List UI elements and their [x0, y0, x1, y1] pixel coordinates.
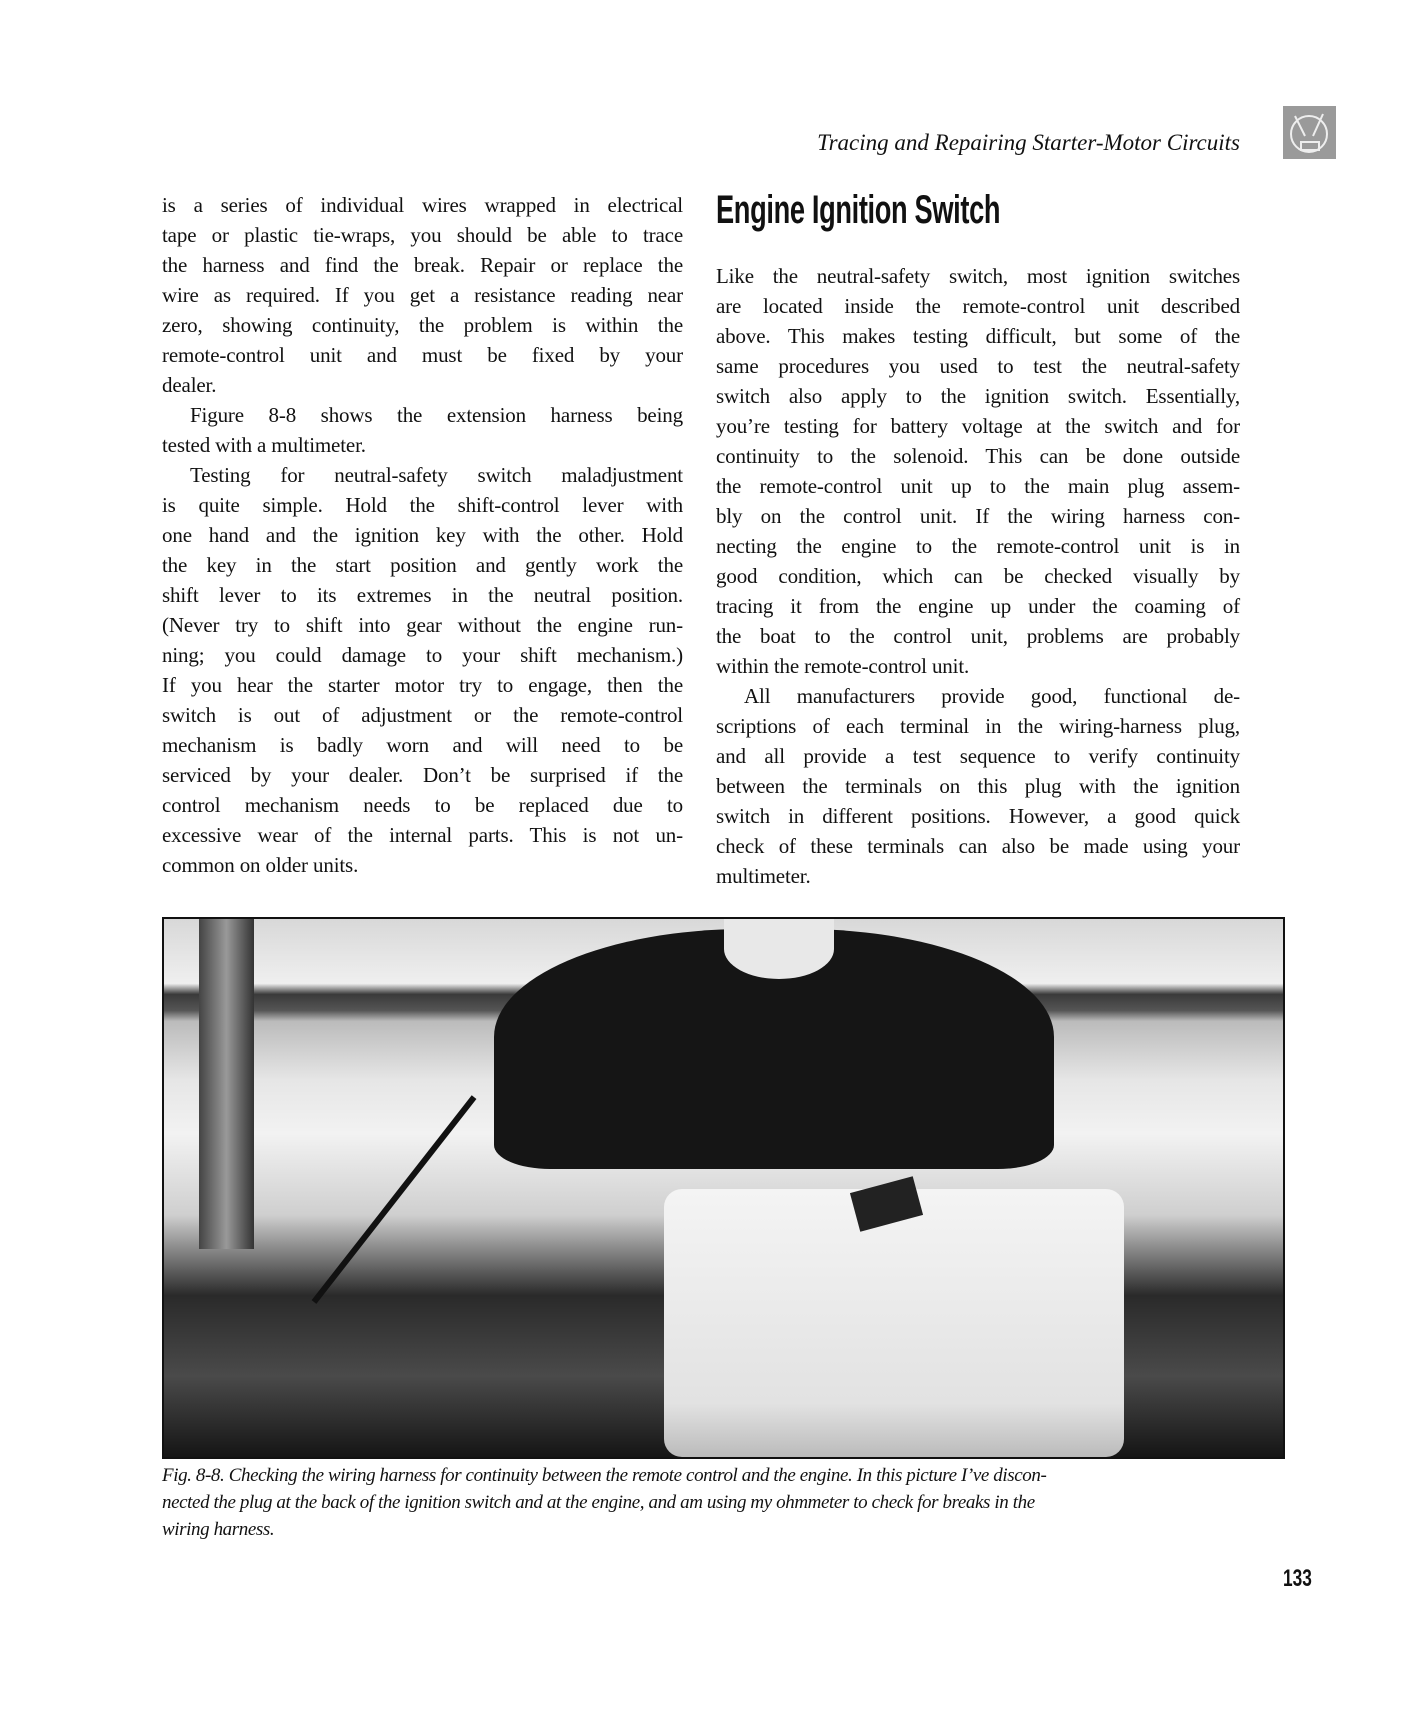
- text-line: tested with a multimeter.: [162, 433, 366, 457]
- text-line: continuity to the solenoid. This can be done outside: [716, 444, 1240, 468]
- text-line: All manufacturers provide good, functional de-: [744, 684, 1240, 708]
- dock-post: [199, 919, 254, 1249]
- text-line: one hand and the ignition key with the other. Hold: [162, 523, 683, 547]
- text-line: multimeter.: [716, 864, 811, 888]
- text-line: control mechanism needs to be replaced due to: [162, 793, 683, 817]
- left-column: [162, 190, 683, 880]
- caption-line: wiring harness.: [162, 1519, 275, 1540]
- text-line: serviced by your dealer. Don’t be surprised if the: [162, 763, 683, 787]
- text-line: above. This makes testing difficult, but some of the: [716, 324, 1240, 348]
- figure-caption: [162, 1462, 1222, 1543]
- figure-photo: [162, 917, 1285, 1459]
- text-line: the remote-control unit up to the main plug assem-: [716, 474, 1240, 498]
- text-line: common on older units.: [162, 853, 359, 877]
- running-head: Tracing and Repairing Starter-Motor Circuits: [817, 130, 1240, 155]
- text-line: excessive wear of the internal parts. This is not un-: [162, 823, 683, 847]
- page-number: 133: [1283, 1565, 1312, 1592]
- text-line: mechanism is badly worn and will need to be: [162, 733, 683, 757]
- text-line: (Never try to shift into gear without the engine run-: [162, 613, 683, 637]
- section-heading: Engine Ignition Switch: [716, 188, 1001, 232]
- text-line: tracing it from the engine up under the coaming of: [716, 594, 1240, 618]
- text-line: switch is out of adjustment or the remote-control: [162, 703, 683, 727]
- text-line: Testing for neutral-safety switch maladjustment: [190, 463, 683, 487]
- text-line: switch in different positions. However, a good quick: [716, 804, 1240, 828]
- text-line: shift lever to its extremes in the neutral position.: [162, 583, 683, 607]
- person-cap: [724, 919, 834, 979]
- text-line: within the remote-control unit.: [716, 654, 970, 678]
- text-line: check of these terminals can also be made using your: [716, 834, 1240, 858]
- text-line: the boat to the control unit, problems are probably: [716, 624, 1240, 648]
- caption-line: Fig. 8-8. Checking the wiring harness for continuity between the remote control and the engine. In this picture I’ve discon-: [162, 1465, 1047, 1486]
- text-line: scriptions of each terminal in the wiring-harness plug,: [716, 714, 1240, 738]
- text-line: zero, showing continuity, the problem is within the: [162, 313, 683, 337]
- text-line: is a series of individual wires wrapped in electrical: [162, 193, 683, 217]
- text-line: are located inside the remote-control unit described: [716, 294, 1240, 318]
- text-line: the key in the start position and gently work the: [162, 553, 683, 577]
- text-line: between the terminals on this plug with the ignition: [716, 774, 1240, 798]
- text-line: bly on the control unit. If the wiring harness con-: [716, 504, 1240, 528]
- text-line: necting the engine to the remote-control unit is in: [716, 534, 1240, 558]
- text-line: ning; you could damage to your shift mechanism.): [162, 643, 683, 667]
- text-line: the harness and find the break. Repair or replace the: [162, 253, 683, 277]
- probe-wire: [312, 1095, 477, 1304]
- text-line: Like the neutral-safety switch, most ignition switches: [716, 264, 1240, 288]
- text-line: and all provide a test sequence to verify continuity: [716, 744, 1240, 768]
- text-line: wire as required. If you get a resistance reading near: [162, 283, 683, 307]
- right-column: [716, 190, 1240, 891]
- chapter-logo-icon: [1283, 106, 1336, 159]
- text-line: Figure 8-8 shows the extension harness being: [190, 403, 683, 427]
- text-line: good condition, which can be checked visually by: [716, 564, 1240, 588]
- text-line: you’re testing for battery voltage at the switch and for: [716, 414, 1240, 438]
- text-line: tape or plastic tie-wraps, you should be able to trace: [162, 223, 683, 247]
- text-line: dealer.: [162, 373, 217, 397]
- text-line: If you hear the starter motor try to engage, then the: [162, 673, 683, 697]
- text-line: is quite simple. Hold the shift-control lever with: [162, 493, 683, 517]
- caption-line: nected the plug at the back of the ignition switch and at the engine, and am using my ohmmeter to check for breaks in the: [162, 1492, 1035, 1513]
- seat-cushion: [664, 1189, 1124, 1457]
- text-line: switch also apply to the ignition switch. Essentially,: [716, 384, 1240, 408]
- text-line: same procedures you used to test the neutral-safety: [716, 354, 1240, 378]
- text-line: remote-control unit and must be fixed by your: [162, 343, 683, 367]
